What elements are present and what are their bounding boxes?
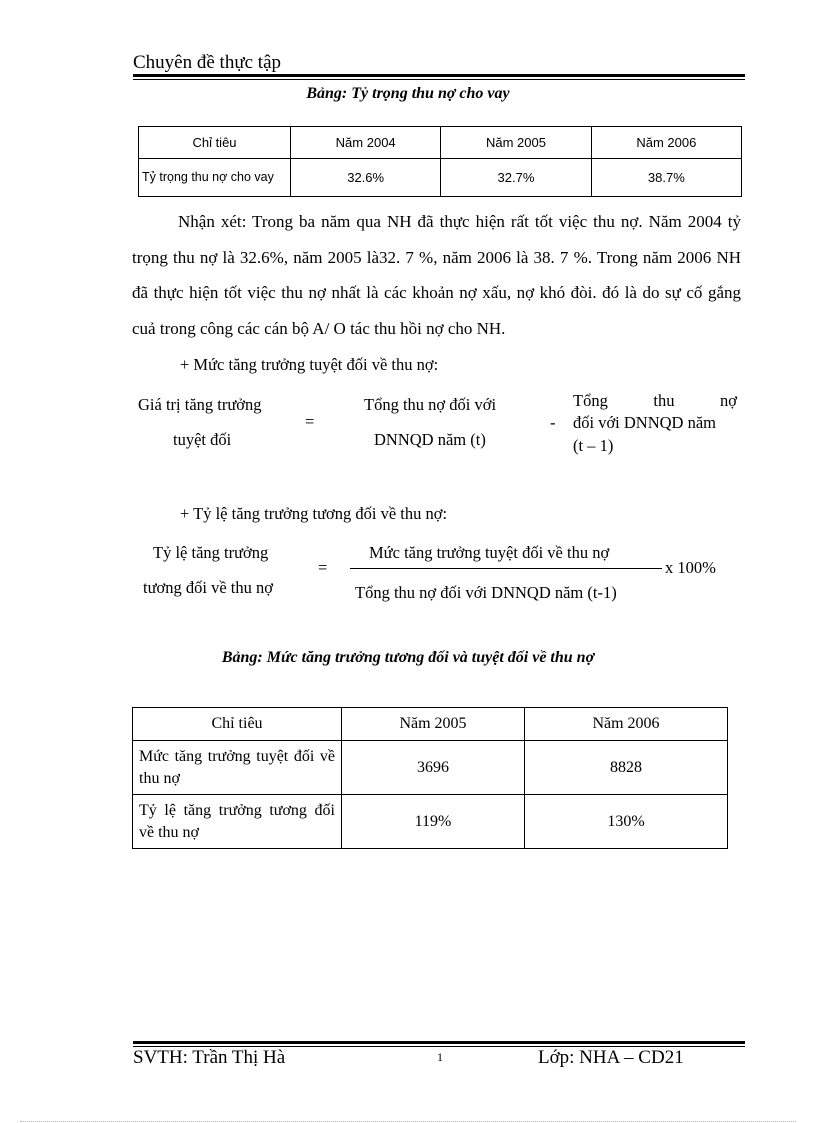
header-rule-thick [133, 74, 745, 77]
formula1-minus: - [550, 413, 556, 432]
header-rule-thin [133, 79, 745, 80]
formula1-term2-line1: Tổng thu nợ [573, 391, 737, 410]
table-header-cell: Chỉ tiêu [133, 708, 342, 741]
page-bottom-dotted-line [20, 1121, 796, 1122]
footer-student: SVTH: Trần Thị Hà [133, 1047, 286, 1068]
table-row [133, 741, 728, 795]
table-header-cell: Năm 2006 [591, 127, 741, 159]
table-cell: 32.6% [291, 159, 441, 197]
table-loan-recovery-ratio [138, 126, 742, 197]
footer-class: Lớp: NHA – CD21 [538, 1047, 684, 1068]
table-row-label: Mức tăng trưởng tuyệt đối về thu nợ [133, 741, 342, 795]
formula2-multiplier: x 100% [665, 558, 716, 577]
page-number: 1 [437, 1050, 443, 1064]
table1-caption: Bảng: Tỷ trọng thu nợ cho vay [306, 85, 510, 102]
footer-rule-thick [133, 1041, 745, 1044]
table-row [139, 159, 742, 197]
table-header-row [133, 708, 728, 741]
table-cell: 119% [342, 795, 525, 849]
formula1-lhs-line2: tuyệt đối [173, 430, 232, 449]
table2-caption: Bảng: Mức tăng trưởng tương đối và tuyệt đối về thu nợ [221, 649, 595, 666]
formula2-heading: + Tỷ lệ tăng trưởng tương đối về thu nợ: [180, 504, 448, 523]
formula2-lhs-line2: tương đối về thu nợ [143, 578, 273, 597]
formula2-equals: = [318, 558, 328, 577]
table-row-label: Tỷ trọng thu nợ cho vay [139, 159, 291, 197]
page-header-title: Chuyên đề thực tập [133, 52, 282, 73]
table-header-cell: Năm 2004 [291, 127, 441, 159]
table-row [133, 795, 728, 849]
formula2-numerator: Mức tăng trưởng tuyệt đối về thu nợ [369, 543, 610, 562]
table-header-cell: Năm 2005 [441, 127, 591, 159]
table-cell: 8828 [525, 741, 728, 795]
table-row-label: Tỷ lệ tăng trưởng tương đối về thu nợ [133, 795, 342, 849]
table-header-cell: Năm 2005 [342, 708, 525, 741]
table-cell: 130% [525, 795, 728, 849]
formula1-term2-line2: đối với DNNQD năm [573, 413, 717, 432]
table-cell: 3696 [342, 741, 525, 795]
formula1-heading: + Mức tăng trưởng tuyệt đối về thu nợ: [180, 355, 439, 374]
table-cell: 38.7% [591, 159, 741, 197]
table-header-row [139, 127, 742, 159]
formula2-lhs-line1: Tỷ lệ tăng trưởng [153, 543, 269, 562]
table-cell: 32.7% [441, 159, 591, 197]
formula1-equals: = [305, 412, 315, 431]
fraction-bar [350, 568, 662, 569]
formula1-term1-line2: DNNQD năm (t) [374, 430, 486, 449]
formula1-lhs-line1: Giá trị tăng trưởng [138, 395, 262, 414]
formula2-denominator: Tổng thu nợ đối với DNNQD năm (t-1) [355, 583, 617, 602]
table-debt-growth [132, 707, 728, 849]
formula1-term1-line1: Tổng thu nợ đối với [364, 395, 497, 414]
table-header-cell: Chỉ tiêu [139, 127, 291, 159]
comment-paragraph: Nhận xét: Trong ba năm qua NH đã thực hiện rất tốt việc thu nợ. Năm 2004 tỷ trọng thu nợ là 32.6%, năm 2005 là32. 7 %, năm 2006 là 38. 7 %. Trong năm 2006 NH đã thực hiện tốt việc thu nợ nhất là các khoản nợ xấu, nợ khó đòi. đó là do sự cố gắng cuả trong công các cán bộ A/ O tác thu hồi nợ cho NH. [132, 212, 741, 338]
table-header-cell: Năm 2006 [525, 708, 728, 741]
formula1-term2-line3: (t – 1) [573, 436, 614, 455]
